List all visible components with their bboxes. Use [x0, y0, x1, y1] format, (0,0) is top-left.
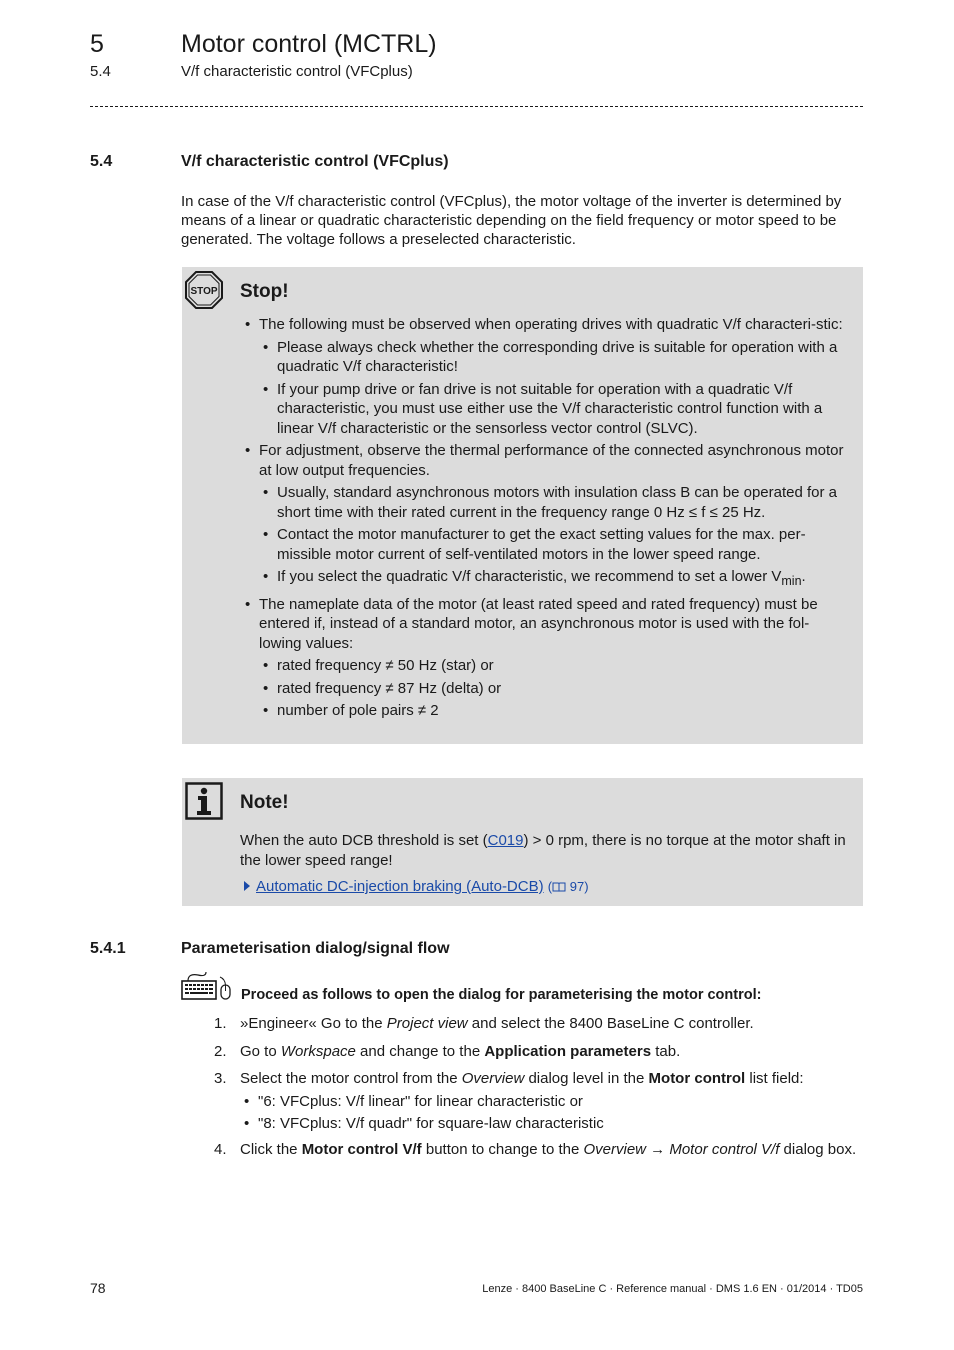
list-item: • Please always check whether the corresponding drive is suitable for operation with a quadratic V/f characteristic!: [259, 338, 846, 377]
step-text: and select the 8400 BaseLine C controller.: [467, 1015, 754, 1032]
page-number: 78: [90, 1280, 106, 1296]
stop-box-title: Stop!: [240, 281, 289, 302]
header-section-number: 5.4: [90, 63, 111, 80]
stop-icon-text: STOP: [190, 286, 218, 297]
step-text: Click the: [240, 1140, 302, 1158]
header-divider: [90, 106, 863, 107]
arrow-icon: →: [650, 1140, 666, 1158]
chapter-number: 5: [90, 30, 104, 58]
list-item: [259, 567, 846, 592]
chapter-title: Motor control (MCTRL): [181, 30, 437, 58]
instruction-heading: Proceed as follows to open the dialog for parameterising the motor control:: [241, 987, 762, 1003]
step-bold: Motor control V/f: [301, 1140, 422, 1158]
step-text: button to change to the: [421, 1140, 584, 1158]
list-item: • Contact the motor manufacturer to get the exact setting values for the max. per-missible motor current of self-ventilated motors in the lower speed range.: [259, 525, 846, 564]
step-italic: Project view: [386, 1015, 468, 1032]
step-text: dialog level in the: [524, 1070, 649, 1087]
step-italic: Workspace: [280, 1042, 356, 1060]
step-bold: Motor control: [648, 1070, 746, 1087]
list-item: • rated frequency ≠ 87 Hz (delta) or: [259, 679, 846, 699]
vmin-text: If you select the quadratic V/f characteristic, we recommend to set a lower V: [277, 568, 782, 585]
step-italic: Overview: [461, 1070, 525, 1087]
list-item: • rated frequency ≠ 50 Hz (star) or: [259, 656, 846, 676]
subsection-title: Parameterisation dialog/signal flow: [181, 940, 450, 957]
note-box-title: Note!: [240, 792, 289, 813]
list-item: [182, 1014, 863, 1034]
link-arrow-icon: [244, 881, 250, 891]
stop-box-content: [241, 315, 846, 724]
section-intro: In case of the V/f characteristic control (VFCplus), the motor voltage of the inverter is determined by means of a linear or quadratic characteristic depending on the field frequency or motor speed to be generated. The voltage follows a preselected characteristic.: [181, 193, 842, 248]
step-number: 1.: [214, 1015, 227, 1032]
list-item: • "8: VFCplus: V/f quadr" for square-law characteristic: [240, 1114, 863, 1134]
vmin-period: .: [801, 568, 806, 585]
list-item: [241, 595, 846, 721]
book-icon: [552, 882, 566, 892]
step-text: and change to the: [355, 1042, 485, 1060]
step-text: tab.: [651, 1042, 681, 1060]
list-item: • "6: VFCplus: V/f linear" for linear characteristic or: [240, 1092, 863, 1112]
list-item: [182, 1042, 863, 1062]
stop-bullet-1: The following must be observed when operating drives with quadratic V/f characteri-stic:: [259, 316, 843, 333]
note-text-pre: When the auto DCB threshold is set (: [240, 832, 488, 849]
list-item: • If your pump drive or fan drive is not suitable for operation with a quadratic V/f characteristic, you must use either use the V/f characteristic control function with a linear V/f characteristic or the sensorless vector control (SLVC).: [259, 380, 846, 439]
stop-sign-icon: [185, 271, 223, 309]
note-text: [240, 831, 846, 870]
step-number: 3.: [214, 1070, 227, 1087]
stop-bullet-2: For adjustment, observe the thermal performance of the connected asynchronous motor at low output frequencies.: [259, 442, 844, 479]
steps-list: [182, 1014, 863, 1167]
section-title: V/f characteristic control (VFCplus): [181, 153, 449, 170]
step-number: 2.: [214, 1042, 227, 1060]
header-section-title: V/f characteristic control (VFCplus): [181, 63, 413, 80]
list-item: • Usually, standard asynchronous motors with insulation class B can be operated for a short time with their rated current in the frequency range 0 Hz ≤ f ≤ 25 Hz.: [259, 483, 846, 522]
step-italic: Motor control V/f: [669, 1140, 780, 1158]
auto-dcb-link[interactable]: Automatic DC-injection braking (Auto-DCB): [256, 878, 544, 895]
step-number: 4.: [214, 1140, 227, 1158]
note-text-post: ) > 0 rpm, there is no torque at the motor shaft in the lower speed range!: [240, 832, 846, 869]
auto-dcb-link-row: [244, 877, 589, 896]
list-item: [241, 441, 846, 592]
page-ref-number: 97: [569, 879, 585, 894]
list-item: • number of pole pairs ≠ 2: [259, 701, 846, 721]
list-item: [182, 1140, 863, 1160]
list-item: [241, 315, 846, 438]
step-text: »Engineer« Go to the: [240, 1015, 387, 1032]
c019-link[interactable]: C019: [487, 832, 524, 849]
subsection-number: 5.4.1: [90, 940, 126, 957]
step-bold: Application parameters: [484, 1042, 652, 1060]
step-text: Select the motor control from the: [240, 1070, 462, 1087]
vmin-subscript: min: [781, 574, 802, 588]
info-icon: [185, 782, 223, 820]
section-number: 5.4: [90, 153, 113, 170]
keyboard-mouse-icon: [180, 971, 234, 1003]
page-reference[interactable]: ( 97): [547, 879, 589, 894]
document-reference: Lenze · 8400 BaseLine C · Reference manual · DMS 1.6 EN · 01/2014 · TD05: [482, 1283, 863, 1295]
step-italic: Overview: [583, 1140, 646, 1158]
step-text: dialog box.: [779, 1140, 857, 1158]
stop-bullet-3: The nameplate data of the motor (at least rated speed and rated frequency) must be entered if, instead of a standard motor, an asynchronous motor is used with the fol-lowing values:: [259, 595, 818, 652]
step-text: Go to: [240, 1042, 281, 1060]
list-item: [182, 1069, 863, 1134]
step-text: list field:: [745, 1070, 804, 1087]
